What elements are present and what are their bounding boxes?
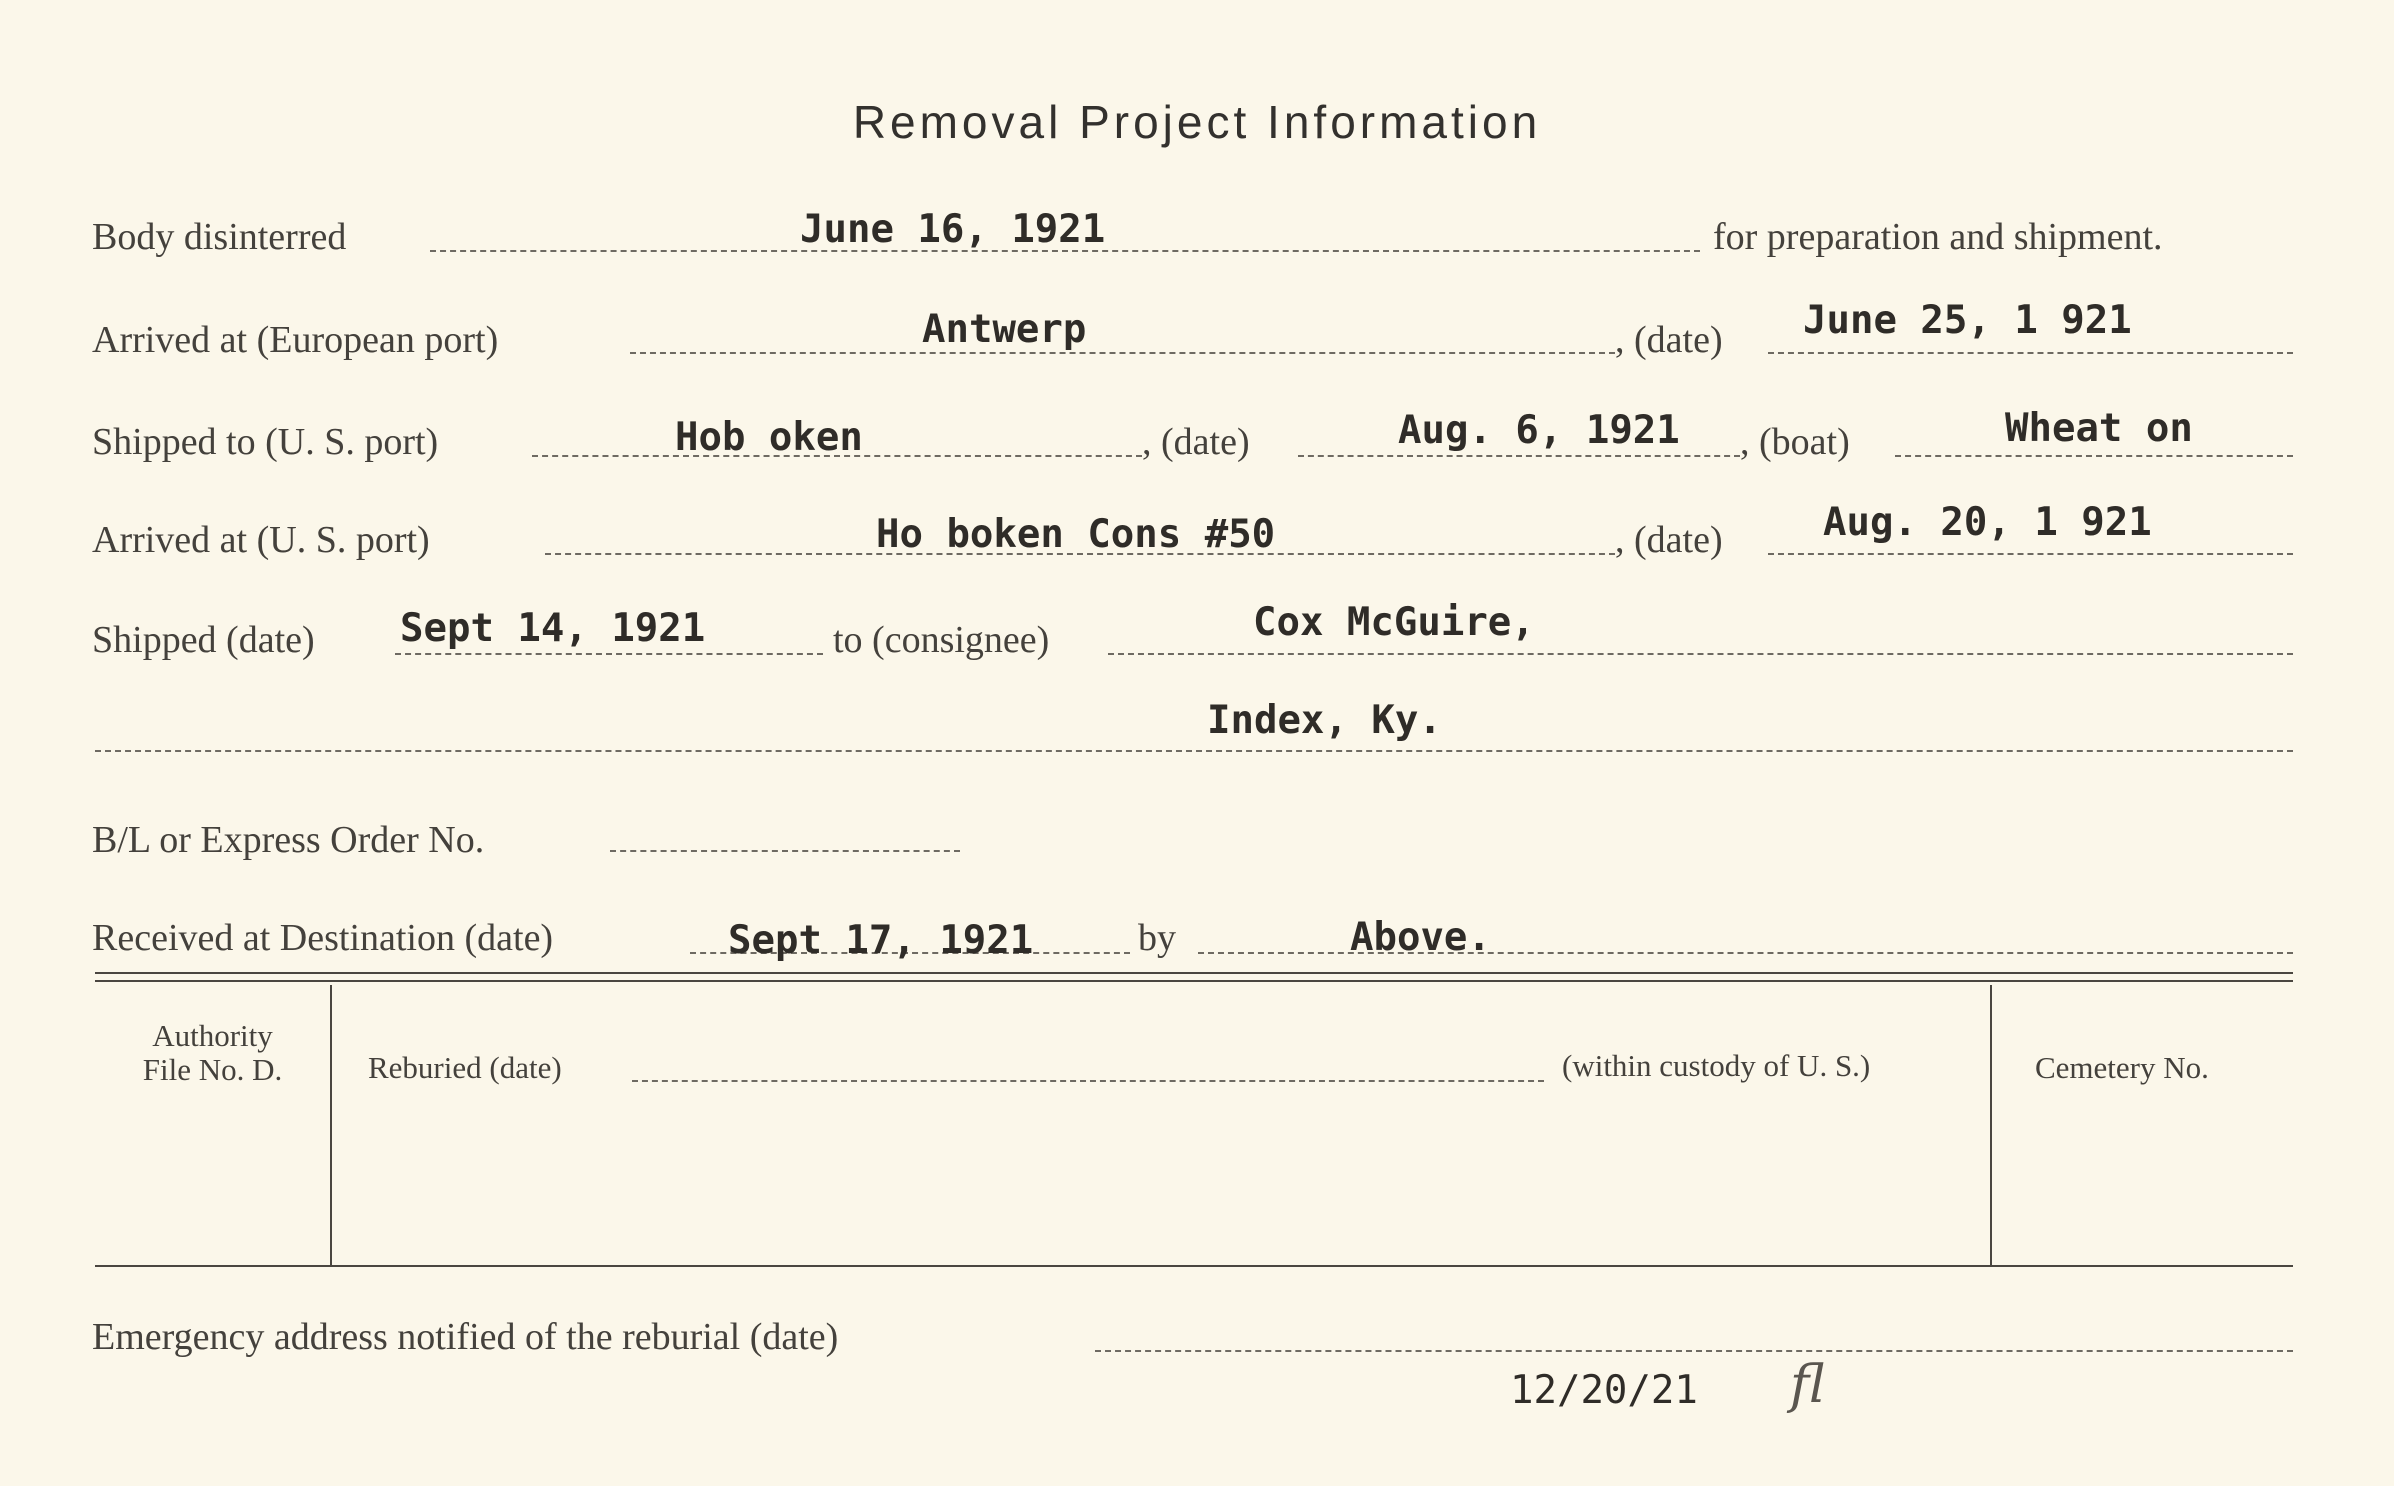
table-divider-left — [330, 985, 332, 1265]
us-port-label: Arrived at (U. S. port) — [92, 519, 430, 561]
eu-port-label: Arrived at (European port) — [92, 319, 499, 361]
received-date-value: Sept 17, 1921 — [728, 918, 1034, 963]
emergency-initials: fl — [1790, 1355, 1825, 1415]
shipped-to-label: Shipped to (U. S. port) — [92, 421, 439, 463]
emergency-label: Emergency address notified of the reburial (date) — [92, 1316, 839, 1358]
received-label: Received at Destination (date) — [92, 917, 554, 959]
us-port-date-label: , (date) — [1615, 519, 1723, 561]
eu-port-value: Antwerp — [922, 307, 1087, 352]
consignee-line — [1108, 653, 2293, 655]
reburied-label: Reburied (date) — [368, 1050, 562, 1085]
eu-port-date-line — [1768, 352, 2293, 354]
consignee-line-2 — [95, 750, 2293, 752]
eu-port-date-label: , (date) — [1615, 319, 1723, 361]
shipped-to-date-line — [1298, 455, 1740, 457]
emergency-line — [1095, 1350, 2293, 1352]
received-by-label: by — [1138, 917, 1176, 959]
table-top-rule-2 — [95, 980, 2293, 982]
page-title: Removal Project Information — [852, 96, 1542, 148]
boat-label: , (boat) — [1740, 421, 1850, 463]
consignee-value: Cox McGuire, — [1253, 600, 1535, 645]
disinterred-suffix: for preparation and shipment. — [1713, 216, 2163, 258]
custody-label: (within custody of U. S.) — [1562, 1048, 1871, 1083]
shipped-date-value: Sept 14, 1921 — [400, 606, 706, 651]
boat-line — [1895, 455, 2293, 457]
us-port-date-value: Aug. 20, 1 921 — [1823, 500, 2152, 545]
disinterred-label: Body disinterred — [92, 216, 347, 258]
bl-label: B/L or Express Order No. — [92, 819, 485, 861]
table-top-rule — [95, 972, 2293, 974]
eu-port-date-value: June 25, 1 921 — [1803, 298, 2132, 343]
table-bottom-rule — [95, 1265, 2293, 1267]
shipped-date-line — [395, 653, 823, 655]
table-divider-right — [1990, 985, 1992, 1265]
consignee-label: to (consignee) — [833, 619, 1050, 661]
shipped-to-date-value: Aug. 6, 1921 — [1398, 408, 1680, 453]
emergency-date-value: 12/20/21 — [1510, 1368, 1698, 1413]
us-port-date-line — [1768, 553, 2293, 555]
reburied-line — [632, 1080, 1544, 1082]
received-by-value: Above. — [1350, 915, 1491, 960]
shipped-to-value: Hob oken — [675, 415, 863, 460]
consignee-address: Index, Ky. — [1207, 698, 1442, 743]
eu-port-line — [630, 352, 1615, 354]
disinterred-value: June 16, 1921 — [800, 207, 1106, 252]
boat-value: Wheat on — [2005, 406, 2193, 451]
us-port-value: Ho boken Cons #50 — [876, 512, 1276, 557]
bl-line — [610, 850, 960, 852]
authority-label: Authority — [152, 1018, 273, 1053]
shipped-date-label: Shipped (date) — [92, 619, 315, 661]
shipped-to-date-label: , (date) — [1142, 421, 1250, 463]
cemetery-label: Cemetery No. — [2035, 1050, 2209, 1085]
authority-file-label: File No. D. — [142, 1052, 283, 1087]
